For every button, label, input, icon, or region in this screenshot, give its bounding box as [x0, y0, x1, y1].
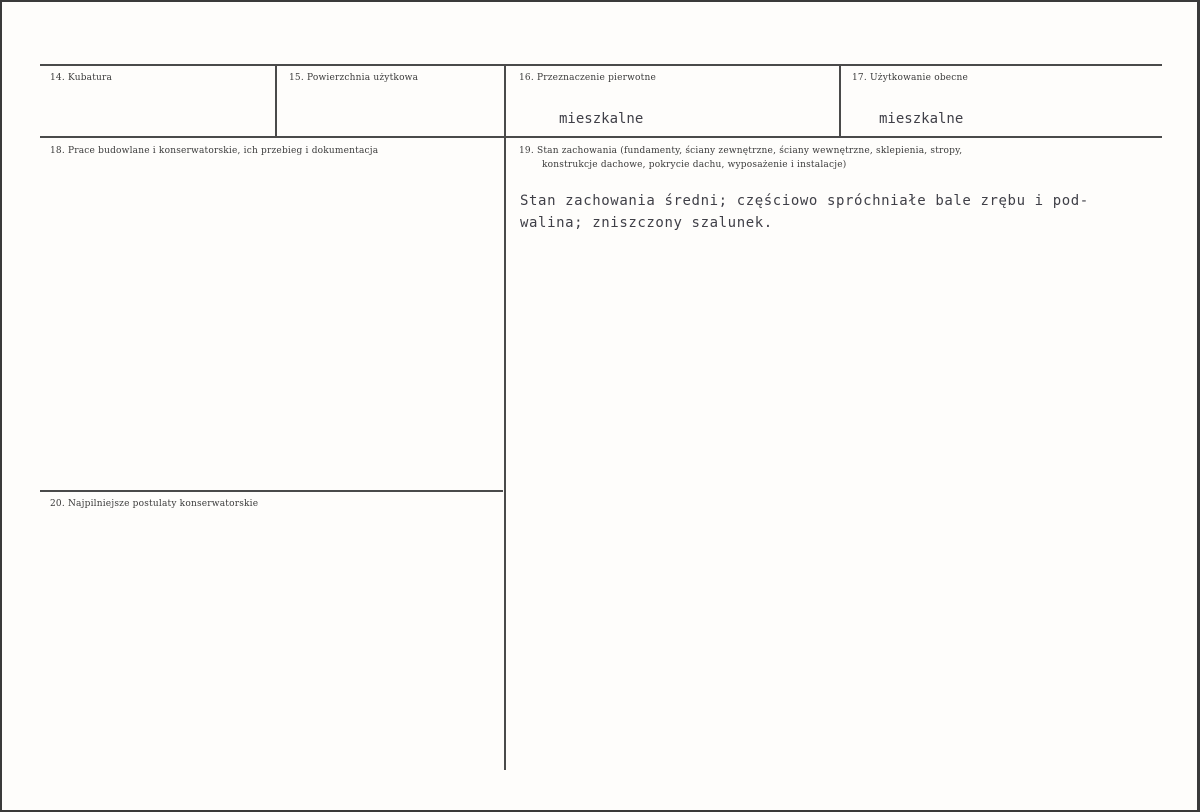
- rule-section-20: [40, 490, 503, 492]
- field-value-stan-line2: walina; zniszczony szalunek.: [520, 215, 773, 231]
- field-label-uzytkowanie: 17. Użytkowanie obecne: [852, 73, 969, 83]
- field-value-stan-line1: Stan zachowania średni; częściowo spróchniałe bale zrębu i pod-: [520, 193, 1089, 209]
- rule-row-divider: [40, 136, 1162, 138]
- field-label-kubatura: 14. Kubatura: [50, 73, 113, 83]
- field-label-postulaty: 20. Najpilniejsze postulaty konserwatorskie: [50, 499, 259, 509]
- field-label-powierzchnia: 15. Powierzchnia użytkowa: [289, 73, 419, 83]
- field-value-przeznaczenie: mieszkalne: [559, 111, 644, 127]
- field-label-stan-line2: konstrukcje dachowe, pokrycie dachu, wyposażenie i instalacje): [542, 160, 847, 170]
- rule-col-16-17: [839, 65, 841, 137]
- rule-col-main: [504, 65, 506, 770]
- rule-top: [40, 64, 1162, 66]
- field-value-uzytkowanie: mieszkalne: [879, 111, 964, 127]
- field-label-przeznaczenie: 16. Przeznaczenie pierwotne: [519, 73, 657, 83]
- field-label-prace: 18. Prace budowlane i konserwatorskie, ich przebieg i dokumentacja: [50, 146, 379, 156]
- field-label-stan-line1: 19. Stan zachowania (fundamenty, ściany zewnętrzne, ściany wewnętrzne, sklepienia, stropy,: [519, 146, 963, 156]
- rule-col-14-15: [275, 65, 277, 137]
- field-value-stan: [520, 190, 1089, 234]
